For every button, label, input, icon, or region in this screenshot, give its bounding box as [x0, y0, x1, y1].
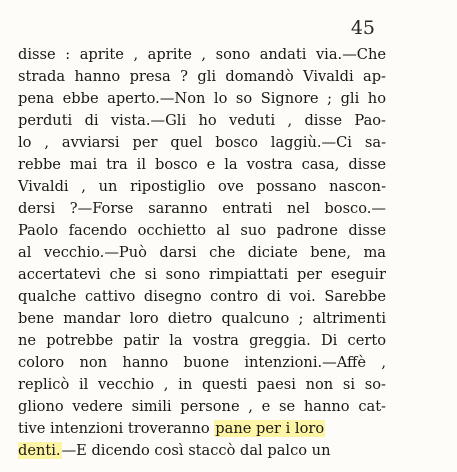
text-line-13: bene mandar loro dietro qualcuno ; altrimenti: [18, 310, 386, 327]
text-line-7: Vivaldi , un ripostiglio ove possano nascon-: [18, 178, 386, 195]
text-line-19: [18, 440, 386, 462]
highlighted-phrase-end: denti.: [18, 442, 61, 459]
text-line-4: perduti di vista.—Gli ho veduti , disse Pao-: [18, 112, 386, 129]
text-line-1: disse : aprite , aprite , sono andati via.—Che: [18, 46, 386, 63]
text-line-2: strada hanno presa ? gli domandò Vivaldi ap-: [18, 68, 386, 85]
text-line-10: al vecchio.—Può darsi che diciate bene, ma: [18, 244, 386, 261]
page-number: 45: [350, 17, 375, 39]
text-line-15: coloro non hanno buone intenzioni.—Affè ,: [18, 354, 386, 371]
text-line-3: pena ebbe aperto.—Non lo so Signore ; gli ho: [18, 90, 386, 107]
text-line-6: rebbe mai tra il bosco e la vostra casa, disse: [18, 156, 386, 173]
text-line-5: lo , avviarsi per quel bosco laggiù.—Ci sa-: [18, 134, 386, 151]
text-line-18: [18, 418, 386, 440]
text-line-11: accertatevi che si sono rimpiattati per eseguir: [18, 266, 386, 283]
text-line-18-plain: tive intenzioni troveranno: [18, 420, 215, 437]
text-line-9: Paolo facendo occhietto al suo padrone disse: [18, 222, 386, 239]
text-line-12: qualche cattivo disegno contro di voi. Sarebbe: [18, 288, 386, 305]
text-line-16: replicò il vecchio , in questi paesi non si so-: [18, 376, 386, 393]
highlighted-phrase: pane per i loro: [215, 420, 325, 437]
text-line-14: ne potrebbe patir la vostra greggia. Di certo: [18, 332, 386, 349]
text-line-8: dersi ?—Forse saranno entrati nel bosco.—: [18, 200, 386, 217]
body-text: [18, 44, 386, 462]
text-line-17: gliono vedere simili persone , e se hanno cat-: [18, 398, 386, 415]
text-line-19-plain: —E dicendo così staccò dal palco un: [61, 442, 331, 459]
